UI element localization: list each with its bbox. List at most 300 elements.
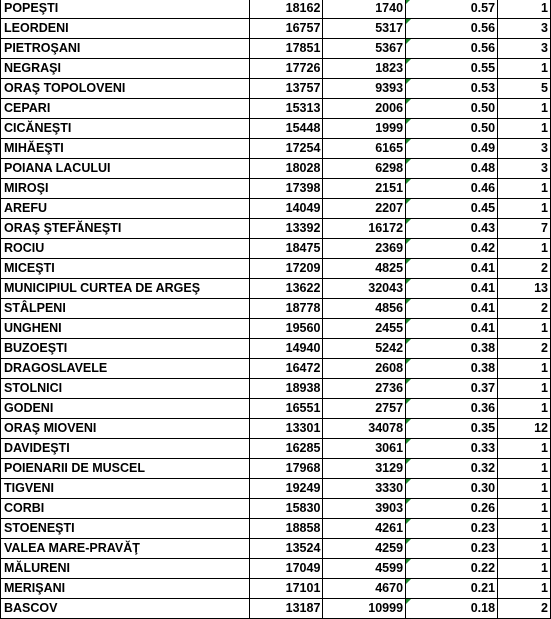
cell-text: 1 (541, 401, 548, 415)
ratio-cell[interactable] (406, 39, 498, 59)
value-b-cell[interactable] (323, 479, 406, 499)
table-row (1, 399, 551, 419)
cell-text: 2 (541, 341, 548, 355)
cell-text: 0.41 (470, 261, 496, 275)
cell-text: 14049 (285, 201, 321, 215)
value-a-cell[interactable] (249, 599, 323, 619)
locality-cell[interactable] (1, 219, 250, 239)
value-b-cell[interactable] (323, 119, 406, 139)
ratio-cell[interactable] (406, 159, 498, 179)
cell-text: 3 (541, 21, 548, 35)
value-a-cell[interactable] (249, 279, 323, 299)
locality-cell[interactable] (1, 459, 250, 479)
value-a-cell[interactable] (249, 179, 323, 199)
table-row (1, 459, 551, 479)
value-a-cell[interactable] (249, 379, 323, 399)
value-a-cell[interactable] (249, 239, 323, 259)
table-row (1, 599, 551, 619)
cell-text: 2 (541, 301, 548, 315)
cell-text: 0.33 (470, 441, 496, 455)
table-row (1, 559, 551, 579)
locality-cell[interactable] (1, 599, 250, 619)
ratio-cell[interactable] (406, 299, 498, 319)
value-b-cell[interactable] (323, 539, 406, 559)
count-cell[interactable] (498, 19, 551, 39)
count-cell[interactable] (498, 199, 551, 219)
locality-cell[interactable] (1, 499, 250, 519)
value-a-cell[interactable] (249, 0, 323, 19)
table-row (1, 479, 551, 499)
value-b-cell[interactable] (323, 39, 406, 59)
error-indicator-icon (406, 239, 411, 244)
error-indicator-icon (406, 19, 411, 24)
ratio-cell[interactable] (406, 439, 498, 459)
locality-cell[interactable] (1, 299, 250, 319)
cell-text: VALEA MARE-PRAVĂŢ (4, 541, 140, 555)
cell-text: 0.36 (470, 401, 496, 415)
value-a-cell[interactable] (249, 459, 323, 479)
count-cell[interactable] (498, 479, 551, 499)
ratio-cell[interactable] (406, 579, 498, 599)
locality-cell[interactable] (1, 279, 250, 299)
cell-text: 10999 (368, 601, 404, 615)
cell-text: 1 (541, 501, 548, 515)
locality-cell[interactable] (1, 479, 250, 499)
table-row (1, 39, 551, 59)
value-b-cell[interactable] (323, 79, 406, 99)
error-indicator-icon (406, 359, 411, 364)
value-b-cell[interactable] (323, 0, 406, 19)
cell-text: POPEŞTI (4, 1, 59, 15)
cell-text: 1 (541, 381, 548, 395)
ratio-cell[interactable] (406, 199, 498, 219)
value-a-cell[interactable] (249, 199, 323, 219)
cell-text: 0.41 (470, 281, 496, 295)
ratio-cell[interactable] (406, 479, 498, 499)
cell-text: 17968 (285, 461, 321, 475)
locality-cell[interactable] (1, 139, 250, 159)
ratio-cell[interactable] (406, 219, 498, 239)
error-indicator-icon (406, 139, 411, 144)
error-indicator-icon (406, 379, 411, 384)
count-cell[interactable] (498, 139, 551, 159)
cell-text: MIHĂEŞTI (4, 141, 64, 155)
ratio-cell[interactable] (406, 459, 498, 479)
cell-text: 1 (541, 561, 548, 575)
cell-text: 16285 (285, 441, 321, 455)
cell-text: STÂLPENI (4, 301, 66, 315)
error-indicator-icon (406, 559, 411, 564)
cell-text: ORAŞ MIOVENI (4, 421, 97, 435)
cell-text: 1 (541, 441, 548, 455)
locality-cell[interactable] (1, 579, 250, 599)
cell-text: 18778 (285, 301, 321, 315)
value-a-cell[interactable] (249, 339, 323, 359)
ratio-cell[interactable] (406, 179, 498, 199)
table-row (1, 219, 551, 239)
table-row (1, 499, 551, 519)
value-b-cell[interactable] (323, 179, 406, 199)
value-a-cell[interactable] (249, 19, 323, 39)
value-a-cell[interactable] (249, 539, 323, 559)
count-cell[interactable] (498, 339, 551, 359)
cell-text: 13301 (285, 421, 321, 435)
locality-cell[interactable] (1, 239, 250, 259)
value-a-cell[interactable] (249, 439, 323, 459)
ratio-cell[interactable] (406, 499, 498, 519)
cell-text: 4259 (375, 541, 404, 555)
cell-text: UNGHENI (4, 321, 62, 335)
cell-text: AREFU (4, 201, 48, 215)
count-cell[interactable] (498, 559, 551, 579)
cell-text: 1823 (375, 61, 404, 75)
count-cell[interactable] (498, 599, 551, 619)
cell-text: CEPARI (4, 101, 51, 115)
ratio-cell[interactable] (406, 79, 498, 99)
error-indicator-icon (406, 499, 411, 504)
table-row (1, 79, 551, 99)
value-a-cell[interactable] (249, 359, 323, 379)
count-cell[interactable] (498, 419, 551, 439)
cell-text: 2006 (375, 101, 404, 115)
locality-cell[interactable] (1, 0, 250, 19)
count-cell[interactable] (498, 59, 551, 79)
value-b-cell[interactable] (323, 279, 406, 299)
locality-cell[interactable] (1, 159, 250, 179)
value-a-cell[interactable] (249, 479, 323, 499)
error-indicator-icon (406, 319, 411, 324)
locality-cell[interactable] (1, 319, 250, 339)
cell-text: 0.21 (470, 581, 496, 595)
ratio-cell[interactable] (406, 0, 498, 19)
locality-cell[interactable] (1, 419, 250, 439)
locality-cell[interactable] (1, 399, 250, 419)
value-a-cell[interactable] (249, 59, 323, 79)
ratio-cell[interactable] (406, 399, 498, 419)
locality-cell[interactable] (1, 99, 250, 119)
error-indicator-icon (406, 539, 411, 544)
count-cell[interactable] (498, 519, 551, 539)
locality-cell[interactable] (1, 199, 250, 219)
cell-text: 4599 (375, 561, 404, 575)
cell-text: MICEŞTI (4, 261, 55, 275)
cell-text: 1 (541, 321, 548, 335)
ratio-cell[interactable] (406, 539, 498, 559)
cell-text: 5242 (375, 341, 404, 355)
value-a-cell[interactable] (249, 319, 323, 339)
cell-text: 17101 (285, 581, 321, 595)
value-b-cell[interactable] (323, 19, 406, 39)
count-cell[interactable] (498, 179, 551, 199)
value-a-cell[interactable] (249, 559, 323, 579)
cell-text: 0.56 (470, 21, 496, 35)
cell-text: DRAGOSLAVELE (4, 361, 108, 375)
count-cell[interactable] (498, 119, 551, 139)
table-row (1, 159, 551, 179)
count-cell[interactable] (498, 399, 551, 419)
cell-text: 3 (541, 161, 548, 175)
value-b-cell[interactable] (323, 419, 406, 439)
cell-text: 16472 (285, 361, 321, 375)
cell-text: 0.23 (470, 541, 496, 555)
value-b-cell[interactable] (323, 239, 406, 259)
count-cell[interactable] (498, 39, 551, 59)
cell-text: 0.49 (470, 141, 496, 155)
value-b-cell[interactable] (323, 259, 406, 279)
cell-text: 18162 (285, 1, 321, 15)
count-cell[interactable] (498, 299, 551, 319)
cell-text: 1 (541, 481, 548, 495)
table-row (1, 339, 551, 359)
count-cell[interactable] (498, 99, 551, 119)
table-row (1, 419, 551, 439)
cell-text: POIANA LACULUI (4, 161, 111, 175)
value-a-cell[interactable] (249, 419, 323, 439)
value-a-cell[interactable] (249, 579, 323, 599)
value-a-cell[interactable] (249, 259, 323, 279)
locality-cell[interactable] (1, 359, 250, 379)
ratio-cell[interactable] (406, 279, 498, 299)
count-cell[interactable] (498, 459, 551, 479)
cell-text: 0.55 (470, 61, 496, 75)
value-a-cell[interactable] (249, 119, 323, 139)
ratio-cell[interactable] (406, 139, 498, 159)
value-b-cell[interactable] (323, 219, 406, 239)
cell-text: ORAŞ TOPOLOVENI (4, 81, 126, 95)
cell-text: 0.45 (470, 201, 496, 215)
table-body (1, 0, 551, 619)
count-cell[interactable] (498, 359, 551, 379)
count-cell[interactable] (498, 379, 551, 399)
cell-text: 3 (541, 41, 548, 55)
value-a-cell[interactable] (249, 159, 323, 179)
count-cell[interactable] (498, 539, 551, 559)
ratio-cell[interactable] (406, 99, 498, 119)
value-b-cell[interactable] (323, 399, 406, 419)
table-row (1, 99, 551, 119)
error-indicator-icon (406, 279, 411, 284)
error-indicator-icon (406, 339, 411, 344)
count-cell[interactable] (498, 219, 551, 239)
value-b-cell[interactable] (323, 159, 406, 179)
value-b-cell[interactable] (323, 299, 406, 319)
value-a-cell[interactable] (249, 519, 323, 539)
ratio-cell[interactable] (406, 419, 498, 439)
locality-cell[interactable] (1, 59, 250, 79)
cell-text: 0.38 (470, 361, 496, 375)
cell-text: 3129 (375, 461, 404, 475)
value-a-cell[interactable] (249, 99, 323, 119)
cell-text: 2 (541, 261, 548, 275)
locality-cell[interactable] (1, 39, 250, 59)
error-indicator-icon (406, 579, 411, 584)
value-b-cell[interactable] (323, 499, 406, 519)
cell-text: 34078 (368, 421, 404, 435)
count-cell[interactable] (498, 499, 551, 519)
cell-text: 2608 (375, 361, 404, 375)
count-cell[interactable] (498, 579, 551, 599)
cell-text: 2207 (375, 201, 404, 215)
cell-text: 0.23 (470, 521, 496, 535)
ratio-cell[interactable] (406, 319, 498, 339)
ratio-cell[interactable] (406, 59, 498, 79)
cell-text: ROCIU (4, 241, 45, 255)
cell-text: 16172 (368, 221, 404, 235)
count-cell[interactable] (498, 439, 551, 459)
cell-text: 13392 (285, 221, 321, 235)
locality-cell[interactable] (1, 379, 250, 399)
value-b-cell[interactable] (323, 319, 406, 339)
error-indicator-icon (406, 439, 411, 444)
cell-text: 19249 (285, 481, 321, 495)
error-indicator-icon (406, 59, 411, 64)
cell-text: 3330 (375, 481, 404, 495)
value-a-cell[interactable] (249, 499, 323, 519)
ratio-cell[interactable] (406, 339, 498, 359)
cell-text: 5367 (375, 41, 404, 55)
error-indicator-icon (406, 419, 411, 424)
locality-cell[interactable] (1, 519, 250, 539)
cell-text: 0.32 (470, 461, 496, 475)
cell-text: 4856 (375, 301, 404, 315)
cell-text: 13622 (285, 281, 321, 295)
table-row (1, 299, 551, 319)
cell-text: 13 (534, 281, 548, 295)
error-indicator-icon (406, 119, 411, 124)
error-indicator-icon (406, 179, 411, 184)
ratio-cell[interactable] (406, 379, 498, 399)
ratio-cell[interactable] (406, 359, 498, 379)
value-b-cell[interactable] (323, 439, 406, 459)
cell-text: 3 (541, 141, 548, 155)
cell-text: ORAŞ ŞTEFĂNEŞTI (4, 221, 122, 235)
value-b-cell[interactable] (323, 139, 406, 159)
cell-text: 18475 (285, 241, 321, 255)
cell-text: 5 (541, 81, 548, 95)
value-b-cell[interactable] (323, 459, 406, 479)
table-row (1, 59, 551, 79)
cell-text: MERIŞANI (4, 581, 66, 595)
locality-cell[interactable] (1, 79, 250, 99)
locality-cell[interactable] (1, 19, 250, 39)
value-b-cell[interactable] (323, 99, 406, 119)
cell-text: CORBI (4, 501, 45, 515)
value-b-cell[interactable] (323, 359, 406, 379)
value-b-cell[interactable] (323, 579, 406, 599)
ratio-cell[interactable] (406, 559, 498, 579)
error-indicator-icon (406, 99, 411, 104)
value-b-cell[interactable] (323, 339, 406, 359)
table-row (1, 279, 551, 299)
cell-text: 1 (541, 101, 548, 115)
cell-text: 0.46 (470, 181, 496, 195)
value-a-cell[interactable] (249, 399, 323, 419)
cell-text: 1 (541, 1, 548, 15)
value-a-cell[interactable] (249, 39, 323, 59)
value-a-cell[interactable] (249, 299, 323, 319)
cell-text: 18028 (285, 161, 321, 175)
cell-text: 1 (541, 121, 548, 135)
value-a-cell[interactable] (249, 79, 323, 99)
cell-text: 2369 (375, 241, 404, 255)
count-cell[interactable] (498, 279, 551, 299)
ratio-cell[interactable] (406, 119, 498, 139)
locality-cell[interactable] (1, 339, 250, 359)
cell-text: DAVIDEŞTI (4, 441, 70, 455)
value-b-cell[interactable] (323, 379, 406, 399)
locality-cell[interactable] (1, 179, 250, 199)
cell-text: 0.37 (470, 381, 496, 395)
locality-cell[interactable] (1, 539, 250, 559)
cell-text: MIROŞI (4, 181, 49, 195)
cell-text: 13757 (285, 81, 321, 95)
cell-text: 17726 (285, 61, 321, 75)
cell-text: 17851 (285, 41, 321, 55)
cell-text: 17049 (285, 561, 321, 575)
table-row (1, 539, 551, 559)
count-cell[interactable] (498, 259, 551, 279)
table-row (1, 319, 551, 339)
cell-text: 1 (541, 201, 548, 215)
cell-text: 0.35 (470, 421, 496, 435)
cell-text: 0.22 (470, 561, 496, 575)
locality-cell[interactable] (1, 259, 250, 279)
ratio-cell[interactable] (406, 519, 498, 539)
ratio-cell[interactable] (406, 19, 498, 39)
count-cell[interactable] (498, 0, 551, 19)
value-a-cell[interactable] (249, 139, 323, 159)
table-row (1, 359, 551, 379)
table-row (1, 259, 551, 279)
count-cell[interactable] (498, 79, 551, 99)
error-indicator-icon (406, 79, 411, 84)
cell-text: 1999 (375, 121, 404, 135)
cell-text: 0.38 (470, 341, 496, 355)
ratio-cell[interactable] (406, 259, 498, 279)
cell-text: 0.18 (470, 601, 496, 615)
locality-cell[interactable] (1, 119, 250, 139)
cell-text: 1 (541, 241, 548, 255)
cell-text: 3903 (375, 501, 404, 515)
cell-text: 17254 (285, 141, 321, 155)
cell-text: 0.26 (470, 501, 496, 515)
value-b-cell[interactable] (323, 59, 406, 79)
cell-text: STOENEŞTI (4, 521, 75, 535)
cell-text: 2757 (375, 401, 404, 415)
count-cell[interactable] (498, 319, 551, 339)
value-b-cell[interactable] (323, 199, 406, 219)
cell-text: PIETROŞANI (4, 41, 81, 55)
cell-text: 16757 (285, 21, 321, 35)
cell-text: 4261 (375, 521, 404, 535)
locality-cell[interactable] (1, 559, 250, 579)
cell-text: 0.42 (470, 241, 496, 255)
cell-text: 18858 (285, 521, 321, 535)
ratio-cell[interactable] (406, 599, 498, 619)
count-cell[interactable] (498, 159, 551, 179)
value-b-cell[interactable] (323, 559, 406, 579)
cell-text: POIENARII DE MUSCEL (4, 461, 145, 475)
error-indicator-icon (406, 259, 411, 264)
ratio-cell[interactable] (406, 239, 498, 259)
locality-cell[interactable] (1, 439, 250, 459)
value-b-cell[interactable] (323, 599, 406, 619)
value-b-cell[interactable] (323, 519, 406, 539)
error-indicator-icon (406, 159, 411, 164)
value-a-cell[interactable] (249, 219, 323, 239)
count-cell[interactable] (498, 239, 551, 259)
cell-text: 12 (534, 421, 548, 435)
